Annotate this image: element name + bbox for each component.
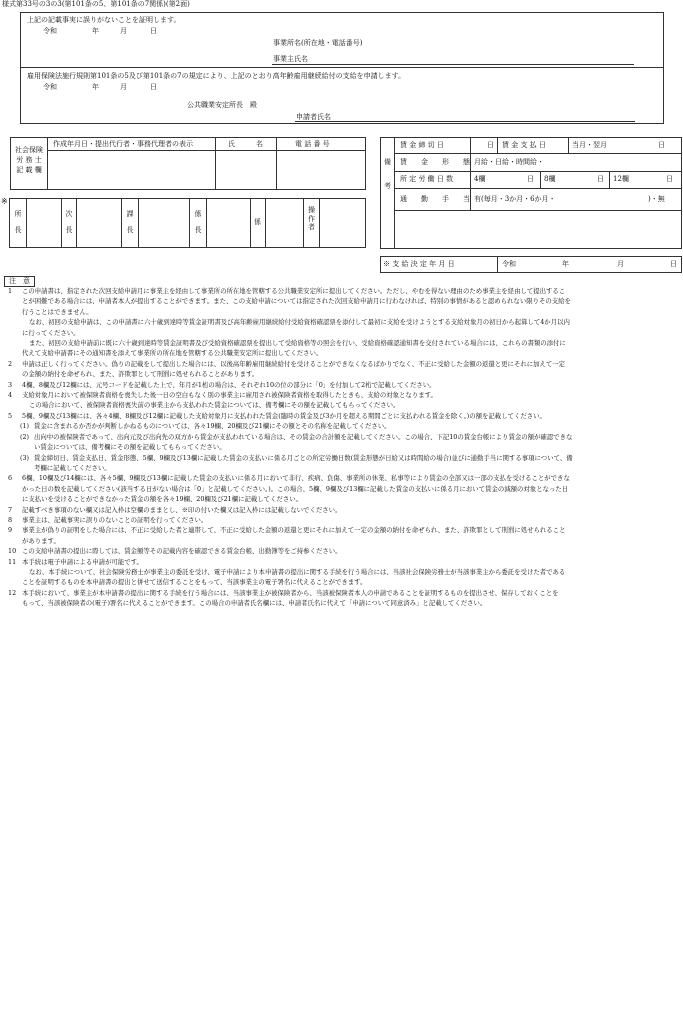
work-days-col12: 12欄 (613, 175, 629, 183)
owner-name-label: 事業主氏名 (273, 55, 308, 63)
decision-day: 日 (670, 260, 677, 268)
wage-payday-label: 賃 金 支 払 日 (502, 141, 546, 149)
note-1: 1 この申請書は、指定された次回支給申請月に事業主を経由して事業所の所在地を管轄する公共職業安定所に提出してください。ただし、やむを得ない理由のため事業主を経由して提出するこ とが困難である場合には、申請者本人が提出することができます。また、この支給申請については指定された次回支給申請月に行わなければ、特別の事情があると認められない限りその支給を 行うことはできません。 (8, 287, 571, 316)
work-days-col4: 4欄 (474, 175, 486, 183)
note-12: 12 本手続において、事業主が本申請書の提出に関する手続を行う場合には、当該事業主が被保険者から、当該被保険者本人の申請であることを証明するものを提出させ、保存しておくことを もって、当該被保険者の(電子)署名に代えることができます。この場合の申請者氏名欄には、申請者氏名に代えて「申請について同意済み」と記載してください。 (8, 588, 559, 608)
stamp-operator: 操 作 者 (308, 206, 315, 231)
certification-text: 上記の記載事実に誤りがないことを証明します。 (27, 16, 181, 24)
app-year: 年 (92, 83, 99, 91)
cert-year: 年 (92, 27, 99, 35)
note-2: 2 申請は正しく行ってください。偽りの記載をして提出した場合には、以後高年齢雇用継続給付を受けることができなくなるばかりでなく、不正に受給した金額の返還と更にそれに加えて一定 の金額の納付を命ぜられ、また、詐欺罪として刑罰に処せられることがあります。 (8, 359, 566, 379)
decision-era: 令和 (502, 260, 516, 268)
work-days-label: 所 定 労 働 日 数 (400, 175, 454, 183)
decision-year: 年 (562, 260, 569, 268)
note-11-para-2: なお、本手続について、社会保険労務士が事業主の委託を受け、電子申請により本申請書の提出に関する手続を行う場合には、当該社会保険労務士が当該事業主から委託を受けた者である (29, 567, 566, 576)
cert-day: 日 (150, 27, 157, 35)
stamp-deputy: 次 長 (65, 210, 73, 234)
office-name-label: 事業所名(所在地・電話番号) (273, 39, 363, 47)
note-5-1: (1) 賃金に含まれるか否かが判断しかねるものについては、各々19欄、20欄及び21欄にその額とその名称を記載してください。 (20, 422, 391, 431)
wage-cutoff-label: 賃 金 締 切 日 (400, 141, 444, 149)
office-use-mark: ※ (1, 197, 8, 206)
notes-section: 1 この申請書は、指定された次回支給申請月に事業主を経由して事業所の所在地を管轄する公共職業安定所に提出してください。ただし、やむを得ない理由のため事業主を経由して提出するこ とが困難である場合には、申請者本人が提出することができます。また、この支給申請については指定された次回支給申請月に行わなければ、特別の事情があると認められない限りその支給を 行うことはできません。 なお、初回の支給申請は、この申請書に六十歳到達時等賃金証明書及び高年齢雇用継続給付受給資格確認票を添付して最初に支給を受けようとする支給対象月の初日から起算して4か月以内 に行ってください。 また、初回の支給申請前に既に六十歳到達時等賃金証明書及び受給資格確認票を提出して受給資格等の照会を行い、受給資格確認通知書を交付されている場合には、これらの書類の添付に 代えて支給申請書にその通知書を添えて事業所の所在地を管轄する公共職業安定所に提出してください。 2 申請は正しく行ってください。偽りの記載をして提出した場合には、以後高年齢雇用継続給付を受けることができなくなるばかりでなく、不正に受給した金額の返還と更にそれに加えて一定 の金額の納付を命ぜられ、また、詐欺罪として刑罰に処せられることがあります。 3 4欄、8欄及び12欄には、元号コードを記載した上で、年月が1桁の場合は、それぞれ10の位の部分に「0」を付加して2桁で記載してください。 4 支給対象月において被保険者資格を喪失した後一日の空白もなく別の事業主に雇用され被保険者資格を取得したときも、支給の対象となります。 この場合において、被保険者資格喪失前の事業主から支払われた賃金については、備考欄にその額を記載してもらってください。 5 5欄、9欄及び13欄には、各々4欄、8欄及び12欄に記載した支給対象月に支払われた賃金(臨時の賃金及び3か月を超える期間ごとに支払われる賃金を除く。)の額を記載してください。 (1) 賃金に含まれるか否かが判断しかねるものについては、各々19欄、20欄及び21欄にその額とその名称を記載してください。 (2) 出向中の被保険者であって、出向元及び出向先の双方から賃金が支払われている場合は、その賃金の合計額を記載してください。この場合、下記10の賃金台帳により賃金の額が確認できな い賃金については、備考欄にその額を記載してもらってください。 (3) 賃金締切日、賃金支払日、賃金形態、5欄、9欄及び13欄に記載した賃金の支払いに係る月ごとの所定労働日数(賃金形態が日給又は時間給の場合)並びに通勤手当に関する事項について、備 考欄に記載してください。 6 6欄、10欄及び14欄には、各々5欄、9欄及び13欄に記載した賃金の支払いに係る月において非行、疾病、負傷、事業所の休業、私事等により賃金の全部又は一部の支払を受けることができな かった日の数を記載してください(該当する日がない場合は「0」と記載してください。)。この場合、5欄、9欄及び13欄に記載した賃金の支払いに係る月において賃金の減額の対象となった日 に支払いを受けることができなかった賃金の額を各々19欄、20欄及び21欄に記載してください。 7 記載すべき事項のない欄又は記入枠は空欄のままとし、※印の付いた欄又は記入枠には記載しないでください。 8 事業主は、記載事実に誤りのないことの証明を行ってください。 9 事業主が偽りの証明をした場合には、不正に受給した者と連帯して、不正に受給した金額の返還と更にそれに加えて一定の金額の納付を命ぜられ、また、詐欺罪として刑罰に処せられること があります。 10 この支給申請書の提出に際しては、賃金額等その記載内容を確認できる賃金台帳、出勤簿等をご持参ください。 11 本手続は電子申請による申請が可能です。 なお、本手続について、社会保険労務士が事業主の委託を受け、電子申請により本申請書の提出に関する手続を行う場合には、当該社会保険労務士が当該事業主から委託を受けた者である ことを証明するものを本申請書の提出と併せて送信することをもって、当該事業主の電子署名に代えることができます。 12 本手続において、事業主が本申請書の提出に関する手続を行う場合には、当該事業主が被保険者から、当該被保険者本人の申請であることを証明するものを提出させ、保存しておくことを もって、当該被保険者の(電子)署名に代えることができます。この場合の申請者氏名欄には、申請者氏名に代えて「申請について同意済み」と記載してください。 (8, 286, 680, 609)
note-11: 11 本手続は電子申請による申請が可能です。 (8, 557, 143, 566)
labor-col-prepared: 作成年月日・提出代行者・事務代理者の表示 (53, 140, 193, 148)
note-8: 8 事業主は、記載事実に誤りのないことの証明を行ってください。 (8, 515, 208, 524)
note-1-para-3: また、初回の支給申請前に既に六十歳到達時等賃金証明書及び受給資格確認票を提出して受給資格等の照会を行い、受給資格確認通知書を交付されている場合には、これらの書類の添付に (29, 339, 566, 348)
note-5: 5 5欄、9欄及び13欄には、各々4欄、8欄及び12欄に記載した支給対象月に支払われた賃金(臨時の賃金及び3か月を超える期間ごとに支払われる賃金を除く。)の額を記載してください。 (8, 411, 546, 420)
wage-payday-month: 当月・翌月 (572, 141, 607, 149)
note-5-2: (2) 出向中の被保険者であって、出向元及び出向先の双方から賃金が支払われている場合は、その賃金の合計額を記載してください。この場合、下記10の賃金台帳により賃金の額が確認できな い賃金については、備考欄にその額を記載してもらってください。 (20, 432, 573, 452)
decision-month: 月 (617, 260, 624, 268)
labor-col-phone: 電 話 番 号 (295, 140, 330, 148)
wage-type-options: 月給・日給・時間給・ (474, 158, 544, 166)
work-days-col4-unit: 日 (527, 175, 534, 183)
note-7: 7 記載すべき事項のない欄又は記入枠は空欄のままとし、※印の付いた欄又は記入枠には記載しないでください。 (8, 505, 342, 514)
work-days-col12-unit: 日 (666, 175, 673, 183)
app-month: 月 (120, 83, 127, 91)
work-days-col8-unit: 日 (597, 175, 604, 183)
app-date-era: 令和 (43, 83, 57, 91)
remarks-label: 備 考 (384, 158, 391, 190)
decision-date-label: ※ 支 給 決 定 年 月 日 (383, 260, 455, 268)
commute-allowance-label: 通 勤 手 当 (400, 195, 470, 203)
application-text: 雇用保険法施行規則第101条の5及び第101条の7の規定により、上記のとおり高年齢雇用継続給付の支給を申請します。 (27, 72, 406, 80)
stamp-staff: 係 (254, 218, 261, 226)
applicant-name-label: 申請者氏名 (296, 113, 331, 121)
work-days-col8: 8欄 (544, 175, 556, 183)
note-6: 6 6欄、10欄及び14欄には、各々5欄、9欄及び13欄に記載した賃金の支払いに係る月において非行、疾病、負傷、事業所の休業、私事等により賃金の全部又は一部の支払を受けることができな かった日の数を記載してください(該当する日がない場合は「0」と記載してください。)。この場合、5欄、9欄及び13欄に記載した賃金の支払いに係る月において賃金の減額の対象となった日 に支払いを受けることができなかった賃金の額を各々19欄、20欄及び21欄に記載してください。 (8, 474, 570, 504)
addressee: 公共職業安定所長 殿 (187, 101, 257, 109)
stamp-director: 所 長 (14, 210, 22, 234)
labor-consultant-label: 社会保険 労 務 士 記 載 欄 (15, 146, 43, 174)
cert-date-era: 令和 (43, 27, 57, 35)
wage-type-label: 賃 金 形 態 (400, 158, 470, 166)
note-10: 10 この支給申請書の提出に際しては、賃金額等その記載内容を確認できる賃金台帳、出勤簿等をご持参ください。 (8, 547, 342, 556)
form-header: 様式第33号の3の3(第101条の5、第101条の7関係)(第2面) (2, 0, 190, 8)
wage-payday-unit: 日 (658, 141, 665, 149)
commute-allowance-options: 有(毎月・3か月・6か月・ (474, 195, 556, 203)
commute-allowance-none: )・無 (648, 195, 665, 203)
note-3: 3 4欄、8欄及び12欄には、元号コードを記載した上で、年月が1桁の場合は、それぞれ10の位の部分に「0」を付加して2桁で記載してください。 (8, 380, 436, 389)
note-1-para-2: なお、初回の支給申請は、この申請書に六十歳到達時等賃金証明書及び高年齢雇用継続給付受給資格確認票を添付して最初に支給を受けようとする支給対象月の初日から起算して4か月以内 (29, 318, 570, 327)
note-9: 9 事業主が偽りの証明をした場合には、不正に受給した者と連帯して、不正に受給した金額の返還と更にそれに加えて一定の金額の納付を命ぜられ、また、詐欺罪として刑罰に処せられること があります。 (8, 526, 566, 545)
note-5-3: (3) 賃金締切日、賃金支払日、賃金形態、5欄、9欄及び13欄に記載した賃金の支払いに係る月ごとの所定労働日数(賃金形態が日給又は時間給の場合)並びに通勤手当に関する事項について、備 考欄に記載してください。 (20, 453, 573, 472)
certification-section (20, 12, 664, 124)
notes-title: 注 意 (4, 276, 35, 287)
note-4: 4 支給対象月において被保険者資格を喪失した後一日の空白もなく別の事業主に雇用され被保険者資格を取得したときも、支給の対象となります。 (8, 391, 437, 400)
note-4-para-2: この場合において、被保険者資格喪失前の事業主から支払われた賃金については、備考欄にその額を記載してもらってください。 (29, 401, 400, 410)
cert-month: 月 (120, 27, 127, 35)
stamp-unit-chief: 係 長 (194, 210, 202, 234)
wage-cutoff-unit: 日 (487, 141, 494, 149)
app-day: 日 (150, 83, 157, 91)
stamp-section-chief: 課 長 (126, 210, 134, 234)
labor-col-name: 氏 名 (228, 140, 263, 148)
